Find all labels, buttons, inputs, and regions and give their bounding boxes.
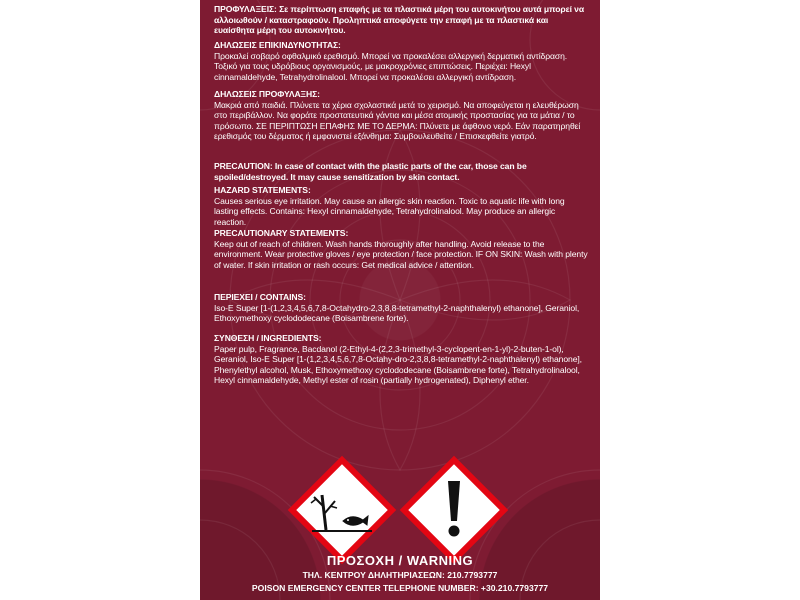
precautionary-gr-block — [214, 89, 588, 142]
warning-title: ΠΡΟΣΟΧΗ / WARNING — [326, 553, 474, 568]
ingredients-text: Paper pulp, Fragrance, Bacdanol (2-Ethyl-4-(2,2,3-trimethyl-3-cyclopent-en-1-yl)-2-buten-1-ol), Geraniol, Iso-E Super [1-(1,2,3,4,5,6,7,8-Octahy-dro-2,3,8,8-tetramethyl-2-naphthalenyl) ethanone], Phenylethyl alcohol, Musk, Ethoxymethoxy cyclododecane (Boisambrene forte), Tetrahydrolinalool, Hexyl cinnamaldehyde, Methyl ester of rosin (partially hydrogenated), Diphenyl ether. — [214, 343, 582, 386]
precautionary-en-heading: PRECAUTIONARY STATEMENTS: — [214, 228, 349, 238]
precautionary-gr-text: Μακριά από παιδιά. Πλύνετε τα χέρια σχολαστικά μετά το χειρισμό. Να αποφεύγεται η ελευθέρωση στο περιβάλλον. Να φοράτε προστατευτικά γάντια και μέσα ατομικής προστασίας για τα μάτια / το πρόσωπο. ΣΕ ΠΕΡΙΠΤΩΣΗ ΕΠΑΦΗΣ ΜΕ ΤΟ ΔΕΡΜΑ: Πλύνετε με άφθονο νερό. Εάν παρατηρηθεί ερεθισμός του δέρματος ή εμφανιστεί εξάνθημα: Συμβουλευθείτε / Επισκεφθείτε γιατρό. — [214, 99, 581, 142]
poison-center-phone-gr: ΤΗΛ. ΚΕΝΤΡΟΥ ΔΗΛΗΤΗΡΙΑΣΕΩΝ: 210.7793777 — [302, 570, 498, 580]
poison-center-phone-en: POISON EMERGENCY CENTER TELEPHONE NUMBER: +30.210.7793777 — [251, 583, 549, 593]
product-label — [200, 0, 600, 600]
precautions-gr-block — [214, 4, 588, 36]
hazard-en-text: Causes serious eye irritation. May cause an allergic skin reaction. Toxic to aquatic life with long lasting effects. Contains: Hexyl cinnamaldehyde, Tetrahydrolinalool. May produce an allergic reaction. — [214, 195, 565, 227]
precaution-en-text: In case of contact with the plastic parts of the car, those can be spoiled/destroyed. It may cause sensitization by skin contact. — [214, 161, 527, 182]
ingredients-block — [214, 333, 588, 386]
hazard-gr-heading: ΔΗΛΩΣΕΙΣ ΕΠΙΚΙΝΔΥΝΟΤΗΤΑΣ: — [214, 40, 341, 50]
precautionary-en-text: Keep out of reach of children. Wash hands thoroughly after handling. Avoid release to the environment. Wear protective gloves / eye protection / face protection. IF ON SKIN: Wash with plenty of water. If skin irritation or rash occurs: Get medical advice / attention. — [214, 238, 588, 270]
environment-hazard-icon — [292, 460, 392, 560]
precaution-en-heading: PRECAUTION: — [214, 161, 273, 171]
contains-text: Iso-E Super [1-(1,2,3,4,5,6,7,8-Octahydro-2,3,8,8-tetramethyl-2-naphthalenyl) ethanone], Geraniol, Ethoxymethoxy cyclododecane (Boisambrene forte). — [214, 302, 580, 324]
precautionary-gr-heading: ΔΗΛΩΣΕΙΣ ΠΡΟΦΥΛΑΞΗΣ: — [214, 89, 320, 99]
precautions-gr-heading: ΠΡΟΦΥΛΑΞΕΙΣ: — [214, 4, 277, 14]
hazard-gr-block — [214, 40, 588, 82]
exclamation-mark-icon — [404, 460, 504, 560]
hazard-en-heading: HAZARD STATEMENTS: — [214, 185, 311, 195]
hazard-pictograms — [200, 455, 600, 565]
contains-heading: ΠΕΡΙΕΧΕΙ / CONTAINS: — [214, 292, 306, 302]
hazard-en-block — [214, 185, 588, 227]
hazard-gr-text: Προκαλεί σοβαρό οφθαλμικό ερεθισμό. Μπορεί να προκαλέσει αλλεργική δερματική αντίδραση. Τοξικό για τους υδρόβιους οργανισμούς, με μακροχρόνιες επιπτώσεις. Περιέχει: Hexyl cinnamaldehyde, Tetrahydrolinalool. Μπορεί να προκαλέσει αλλεργική αντίδραση. — [214, 50, 568, 82]
ingredients-heading: ΣΥΝΘΕΣΗ / INGREDIENTS: — [214, 333, 322, 343]
precaution-en-block — [214, 161, 588, 182]
precautionary-en-block — [214, 228, 588, 270]
precautions-gr-text: Σε περίπτωση επαφής με τα πλαστικά μέρη του αυτοκινήτου αυτά μπορεί να αλλοιωθούν / καταστραφούν. Προληπτικά αποφύγετε την επαφή με τα πλαστικά και ευαίσθητα μέρη του αυτοκινήτου. — [214, 4, 585, 36]
contains-block — [214, 292, 588, 324]
